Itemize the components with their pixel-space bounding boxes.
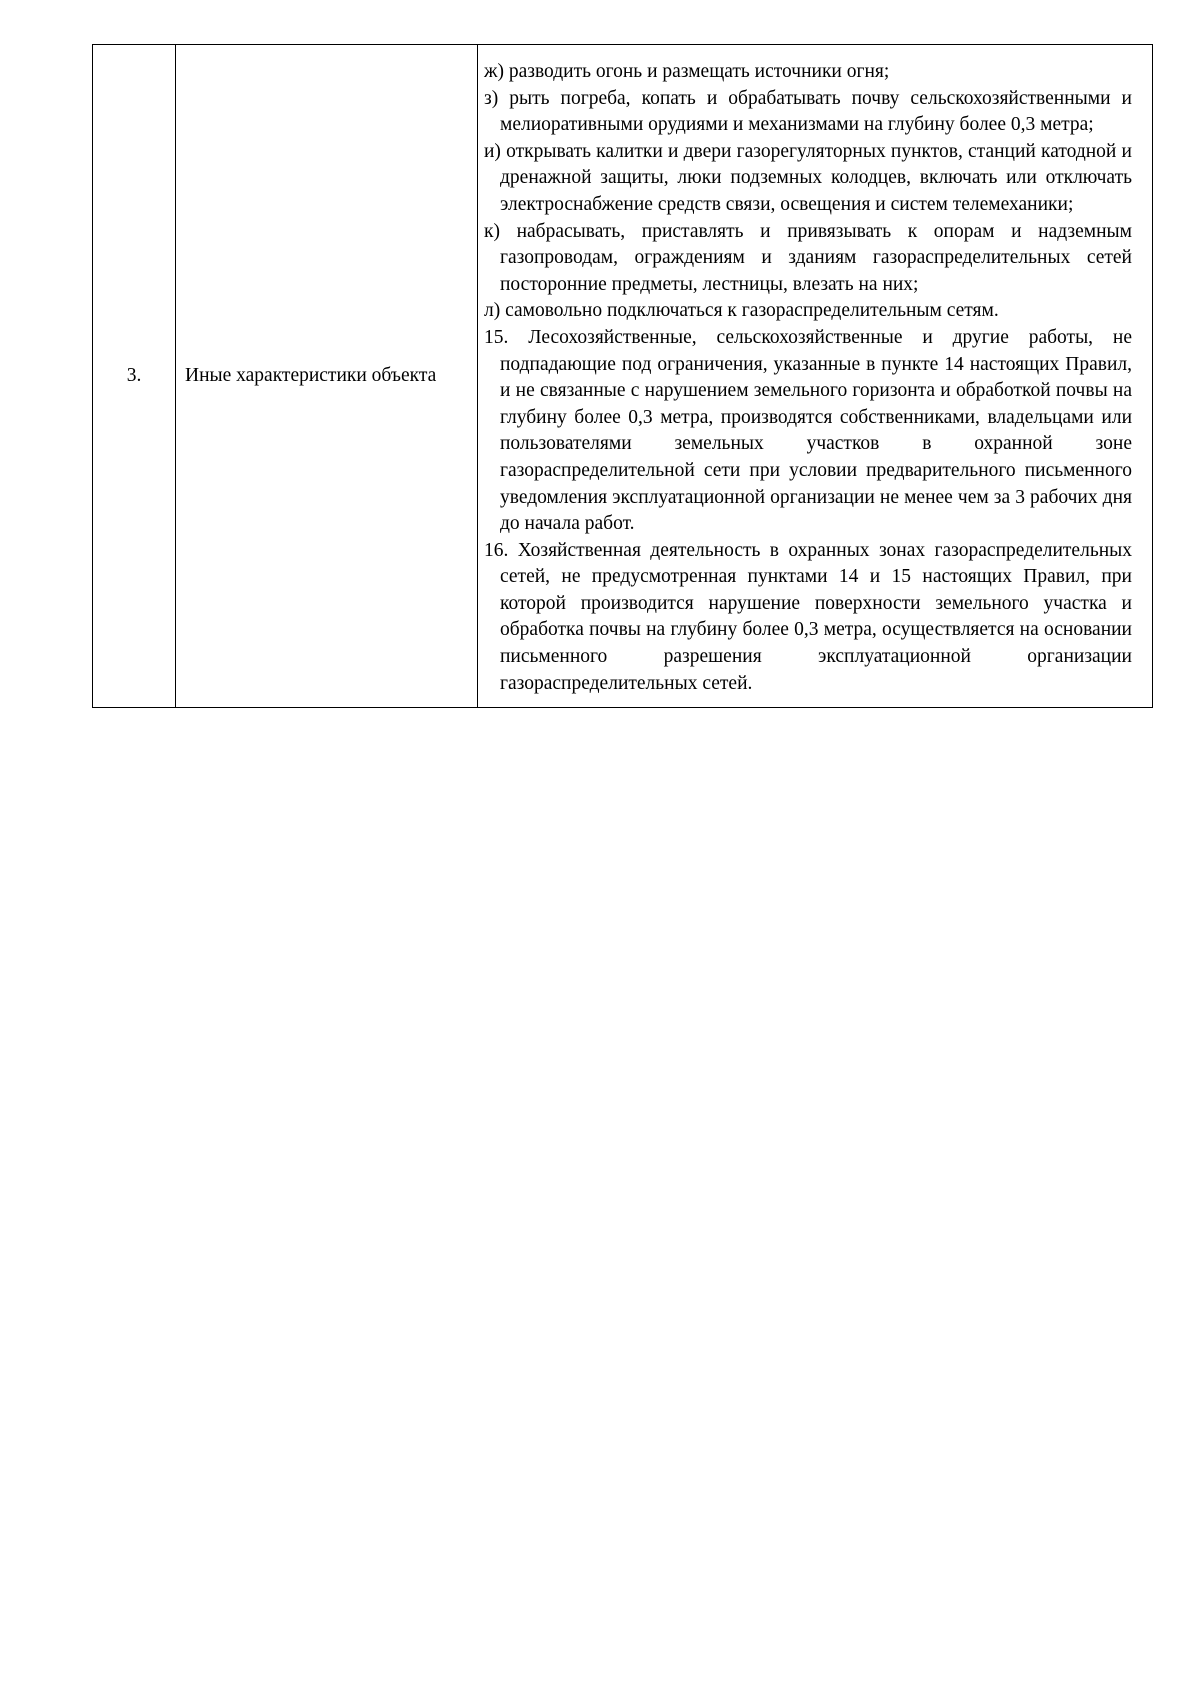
paragraph-k: к) набрасывать, приставлять и привязывать к опорам и надземным газопроводам, ограждениям и зданиям газораспределительных сетей посторонние предметы, лестницы, влезать на них;	[484, 220, 1132, 295]
row-content	[478, 45, 1153, 708]
paragraph-zh: ж) разводить огонь и размещать источники огня;	[484, 61, 890, 82]
paragraph-16: 16. Хозяйственная деятельность в охранных зонах газораспределительных сетей, не предусмотренная пунктами 14 и 15 настоящих Правил, при которой производится нарушение поверхности земельного участка и обработка почвы на глубину более 0,3 метра, осуществляется на основании письменного разрешения эксплуатационной организации газораспределительных сетей.	[484, 539, 1132, 694]
characteristics-table	[92, 44, 1153, 708]
table-row	[93, 45, 1153, 708]
paragraph-l: л) самовольно подключаться к газораспределительным сетям.	[484, 300, 999, 322]
paragraph-z: з) рыть погреба, копать и обрабатывать почву сельскохозяйственными и мелиоративными орудиями и механизмами на глубину более 0,3 метра;	[484, 87, 1132, 136]
paragraph-15: 15. Лесохозяйственные, сельскохозяйственные и другие работы, не подпадающие под ограничения, указанные в пункте 14 настоящих Правил, и не связанные с нарушением земельного горизонта и обработкой почвы на глубину более 0,3 метра, производятся собственниками, владельцами или пользователями земельных участков в охранной зоне газораспределительной сети при условии предварительного письменного уведомления эксплуатационной организации не менее чем за 3 рабочих дня до начала работ.	[484, 326, 1132, 535]
paragraph-i: и) открывать калитки и двери газорегуляторных пунктов, станций катодной и дренажной защиты, люки подземных колодцев, включать или отключать электроснабжение средств связи, освещения и систем телемеханики;	[484, 140, 1132, 215]
row-number: 3.	[93, 45, 176, 708]
row-name: Иные характеристики объекта	[176, 45, 478, 708]
